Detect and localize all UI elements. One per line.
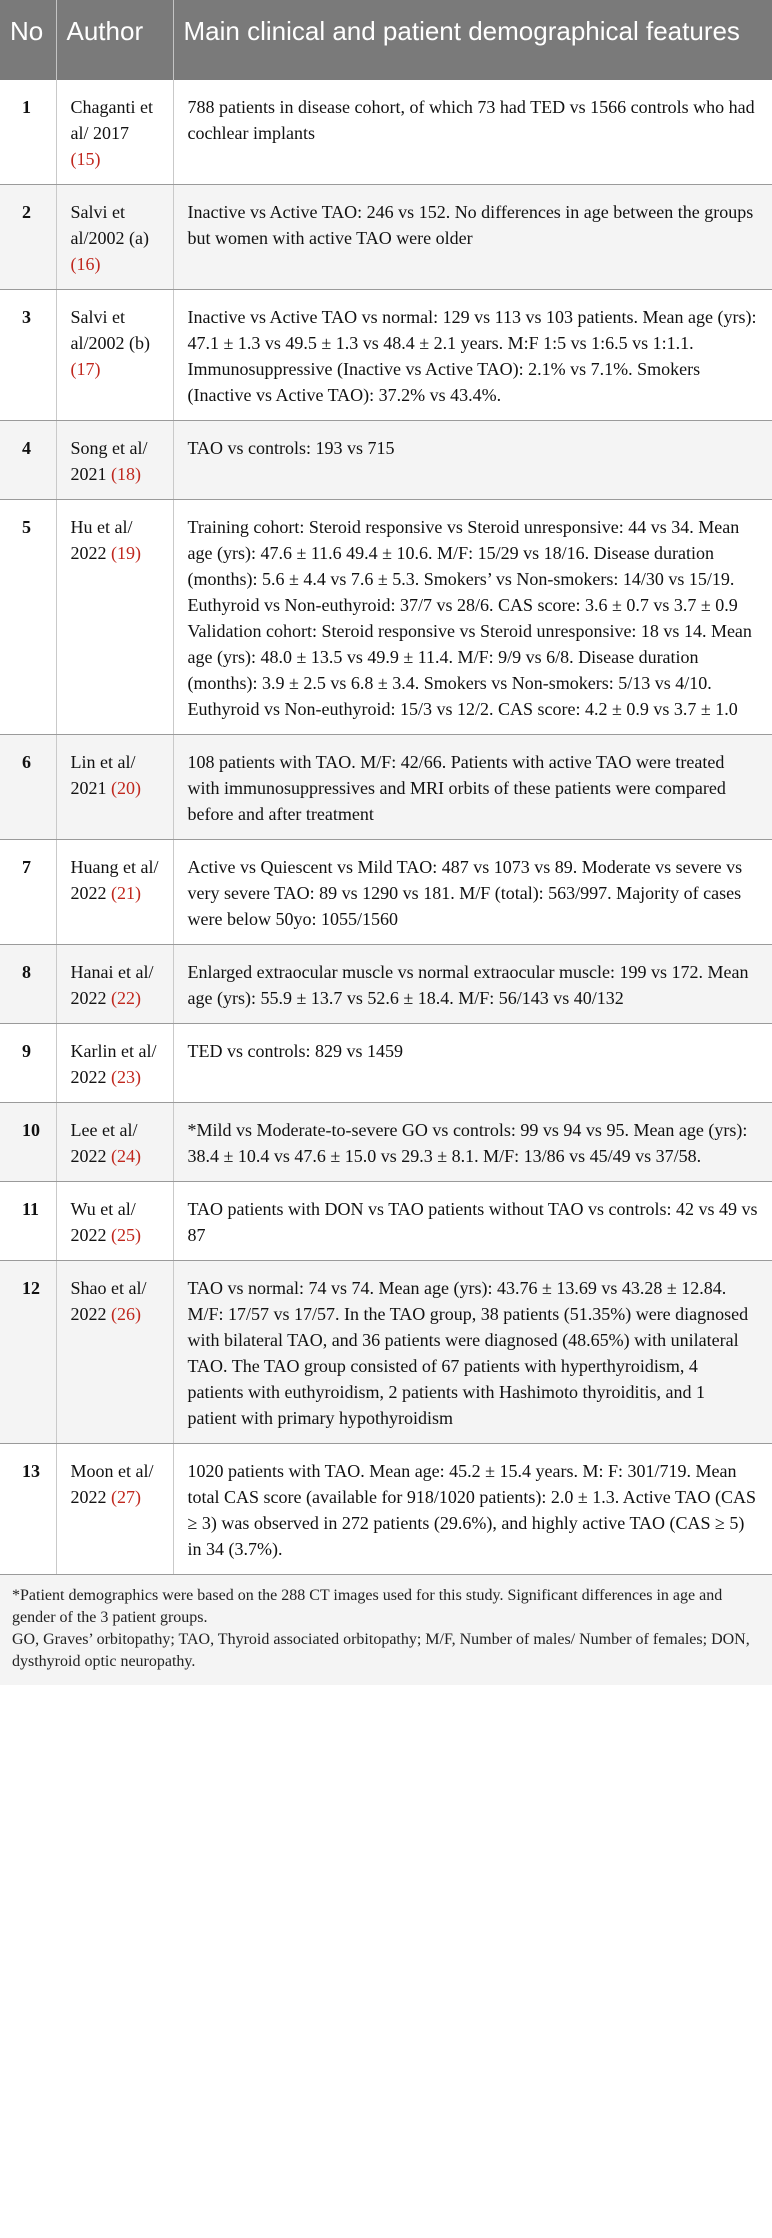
author-name: Moon et al/ 2022 (70, 1461, 154, 1507)
features-text: TAO vs normal: 74 vs 74. Mean age (yrs): 43.76 ± 13.69 vs 43.28 ± 12.84. M/F: 17/57 vs 17/57. In the TAO group, 38 patients (51.35%) were diagnosed with bilateral TAO, and 36 patients were diagnosed (48.65%) with unilateral TAO. The TAO group consisted of 67 patients with hyperthyroidism, 4 patients with euthyroidism, 2 patients with Hashimoto thyroiditis, and 1 patient with primary hypothyroidism (187, 1278, 749, 1428)
features-cell (173, 185, 772, 290)
author-name: Wu et al/ 2022 (70, 1199, 136, 1245)
reference-link[interactable]: (15) (70, 149, 101, 169)
row-number: 13 (0, 1444, 56, 1575)
row-number: 3 (0, 290, 56, 421)
header-author: Author (56, 0, 173, 80)
table-row (0, 421, 772, 500)
features-cell (173, 1182, 772, 1261)
features-text: Training cohort: Steroid responsive vs Steroid unresponsive: 44 vs 34. Mean age (yrs): 47.6 ± 11.6 49.4 ± 10.6. M/F: 15/29 vs 18/16. Disease duration (months): 5.6 ± 4.4 vs 7.6 ± 5.3. Smokers’ vs Non-smokers: 14/30 vs 15/19. Euthyroid vs Non-euthyroid: 37/7 vs 28/6. CAS score: 3.6 ± 0.7 vs 3.7 ± 0.9 (187, 517, 740, 615)
row-number: 4 (0, 421, 56, 500)
author-name: Salvi et al/2002 (b) (70, 307, 150, 353)
features-text: TAO vs controls: 193 vs 715 (187, 438, 395, 458)
table-footnotes (0, 1575, 772, 1685)
author-name: Lee et al/ 2022 (70, 1120, 138, 1166)
author-cell (56, 945, 173, 1024)
row-number: 10 (0, 1103, 56, 1182)
author-cell (56, 1103, 173, 1182)
reference-link[interactable]: (22) (111, 988, 141, 1008)
row-number: 6 (0, 735, 56, 840)
features-text: 788 patients in disease cohort, of which 73 had TED vs 1566 controls who had cochlear implants (187, 97, 755, 143)
table-row (0, 945, 772, 1024)
features-cell (173, 1261, 772, 1444)
features-text: TED vs controls: 829 vs 1459 (187, 1041, 403, 1061)
features-text: 108 patients with TAO. M/F: 42/66. Patients with active TAO were treated with immunosuppressives and MRI orbits of these patients were compared before and after treatment (187, 752, 726, 824)
footnote-abbreviations: GO, Graves’ orbitopathy; TAO, Thyroid associated orbitopathy; M/F, Number of males/ Number of females; DON, dysthyroid optic neuropathy. (12, 1631, 750, 1670)
table-row (0, 735, 772, 840)
features-text: TAO patients with DON vs TAO patients without TAO vs controls: 42 vs 49 vs 87 (187, 1199, 758, 1245)
features-text: 1020 patients with TAO. Mean age: 45.2 ± 15.4 years. M: F: 301/719. Mean total CAS score (available for 918/1020 patients): 2.0 ± 1.3. Active TAO (CAS ≥ 3) was observed in 272 patients (29.6%), and highly active TAO (CAS ≥ 5) in 34 (3.7%). (187, 1461, 757, 1559)
reference-link[interactable]: (16) (70, 254, 101, 274)
table-header (0, 0, 772, 80)
row-number: 9 (0, 1024, 56, 1103)
row-number: 12 (0, 1261, 56, 1444)
reference-link[interactable]: (23) (111, 1067, 141, 1087)
reference-link[interactable]: (20) (111, 778, 141, 798)
reference-link[interactable]: (21) (111, 883, 141, 903)
table-body (0, 80, 772, 1575)
features-cell (173, 500, 772, 735)
author-name: Lin et al/ 2021 (70, 752, 136, 798)
table-row (0, 1182, 772, 1261)
author-name: Salvi et al/2002 (a) (70, 202, 149, 248)
features-cell (173, 945, 772, 1024)
author-cell (56, 80, 173, 185)
author-cell (56, 290, 173, 421)
author-cell (56, 1261, 173, 1444)
author-cell (56, 735, 173, 840)
row-number: 7 (0, 840, 56, 945)
reference-link[interactable]: (25) (111, 1225, 141, 1245)
reference-link[interactable]: (19) (111, 543, 141, 563)
author-name: Hu et al/ 2022 (70, 517, 133, 563)
features-cell (173, 290, 772, 421)
table-row (0, 290, 772, 421)
features-text: Inactive vs Active TAO vs normal: 129 vs 113 vs 103 patients. Mean age (yrs): 47.1 ± 1.3 vs 49.5 ± 1.3 vs 48.4 ± 2.1 years. M:F 1:5 vs 1:6.5 vs 1:1.1. Immunosuppressive (Inactive vs Active TAO): 2.1% vs 7.1%. Smokers (Inactive vs Active TAO): 37.2% vs 43.4%. (187, 307, 757, 405)
author-cell (56, 500, 173, 735)
author-cell (56, 1182, 173, 1261)
table-row (0, 80, 772, 185)
reference-link[interactable]: (17) (70, 359, 101, 379)
author-cell (56, 421, 173, 500)
author-name: Huang et al/ 2022 (70, 857, 159, 903)
author-name: Chaganti et al/ 2017 (70, 97, 153, 143)
reference-link[interactable]: (18) (111, 464, 141, 484)
row-number: 2 (0, 185, 56, 290)
features-text: Enlarged extraocular muscle vs normal extraocular muscle: 199 vs 172. Mean age (yrs): 55.9 ± 13.7 vs 52.6 ± 18.4. M/F: 56/143 vs 40/132 (187, 962, 749, 1008)
reference-link[interactable]: (24) (111, 1146, 141, 1166)
author-name: Shao et al/ 2022 (70, 1278, 147, 1324)
features-cell (173, 840, 772, 945)
features-cell (173, 735, 772, 840)
reference-link[interactable]: (26) (111, 1304, 141, 1324)
table-row (0, 185, 772, 290)
table-row (0, 1103, 772, 1182)
table-row (0, 840, 772, 945)
header-no: No (0, 0, 56, 80)
features-text: Inactive vs Active TAO: 246 vs 152. No differences in age between the groups but women with active TAO were older (187, 202, 754, 248)
table-row (0, 1024, 772, 1103)
table-row (0, 500, 772, 735)
header-features: Main clinical and patient demographical features (173, 0, 772, 80)
features-cell (173, 1024, 772, 1103)
author-name: Karlin et al/ 2022 (70, 1041, 157, 1087)
features-cell (173, 421, 772, 500)
author-name: Hanai et al/ 2022 (70, 962, 154, 1008)
footnote-demographics: *Patient demographics were based on the 288 CT images used for this study. Significant differences in age and gender of the 3 patient groups. (12, 1587, 723, 1626)
author-cell (56, 1024, 173, 1103)
author-cell (56, 840, 173, 945)
features-text: Validation cohort: Steroid responsive vs Steroid unresponsive: 18 vs 14. Mean age (yrs): 48.0 ± 13.5 vs 49.9 ± 11.4. M/F: 9/9 vs 6/8. Disease duration (months): 3.9 ± 2.5 vs 6.8 ± 3.4. Smokers vs Non-smokers: 5/13 vs 4/10. Euthyroid vs Non-euthyroid: 15/3 vs 12/2. CAS score: 4.2 ± 0.9 vs 3.7 ± 1.0 (187, 621, 752, 719)
row-number: 1 (0, 80, 56, 185)
author-cell (56, 185, 173, 290)
features-text: *Mild vs Moderate-to-severe GO vs controls: 99 vs 94 vs 95. Mean age (yrs): 38.4 ± 10.4 vs 47.6 ± 15.0 vs 29.3 ± 8.1. M/F: 13/86 vs 45/49 vs 37/58. (187, 1120, 748, 1166)
row-number: 5 (0, 500, 56, 735)
features-text: Active vs Quiescent vs Mild TAO: 487 vs 1073 vs 89. Moderate vs severe vs very severe TAO: 89 vs 1290 vs 181. M/F (total): 563/997. Majority of cases were below 50yo: 1055/1560 (187, 857, 743, 929)
features-cell (173, 1444, 772, 1575)
author-cell (56, 1444, 173, 1575)
features-cell (173, 1103, 772, 1182)
table-row (0, 1444, 772, 1575)
reference-link[interactable]: (27) (111, 1487, 141, 1507)
header-row (0, 0, 772, 80)
author-name: Song et al/ 2021 (70, 438, 148, 484)
row-number: 8 (0, 945, 56, 1024)
table-row (0, 1261, 772, 1444)
row-number: 11 (0, 1182, 56, 1261)
features-cell (173, 80, 772, 185)
